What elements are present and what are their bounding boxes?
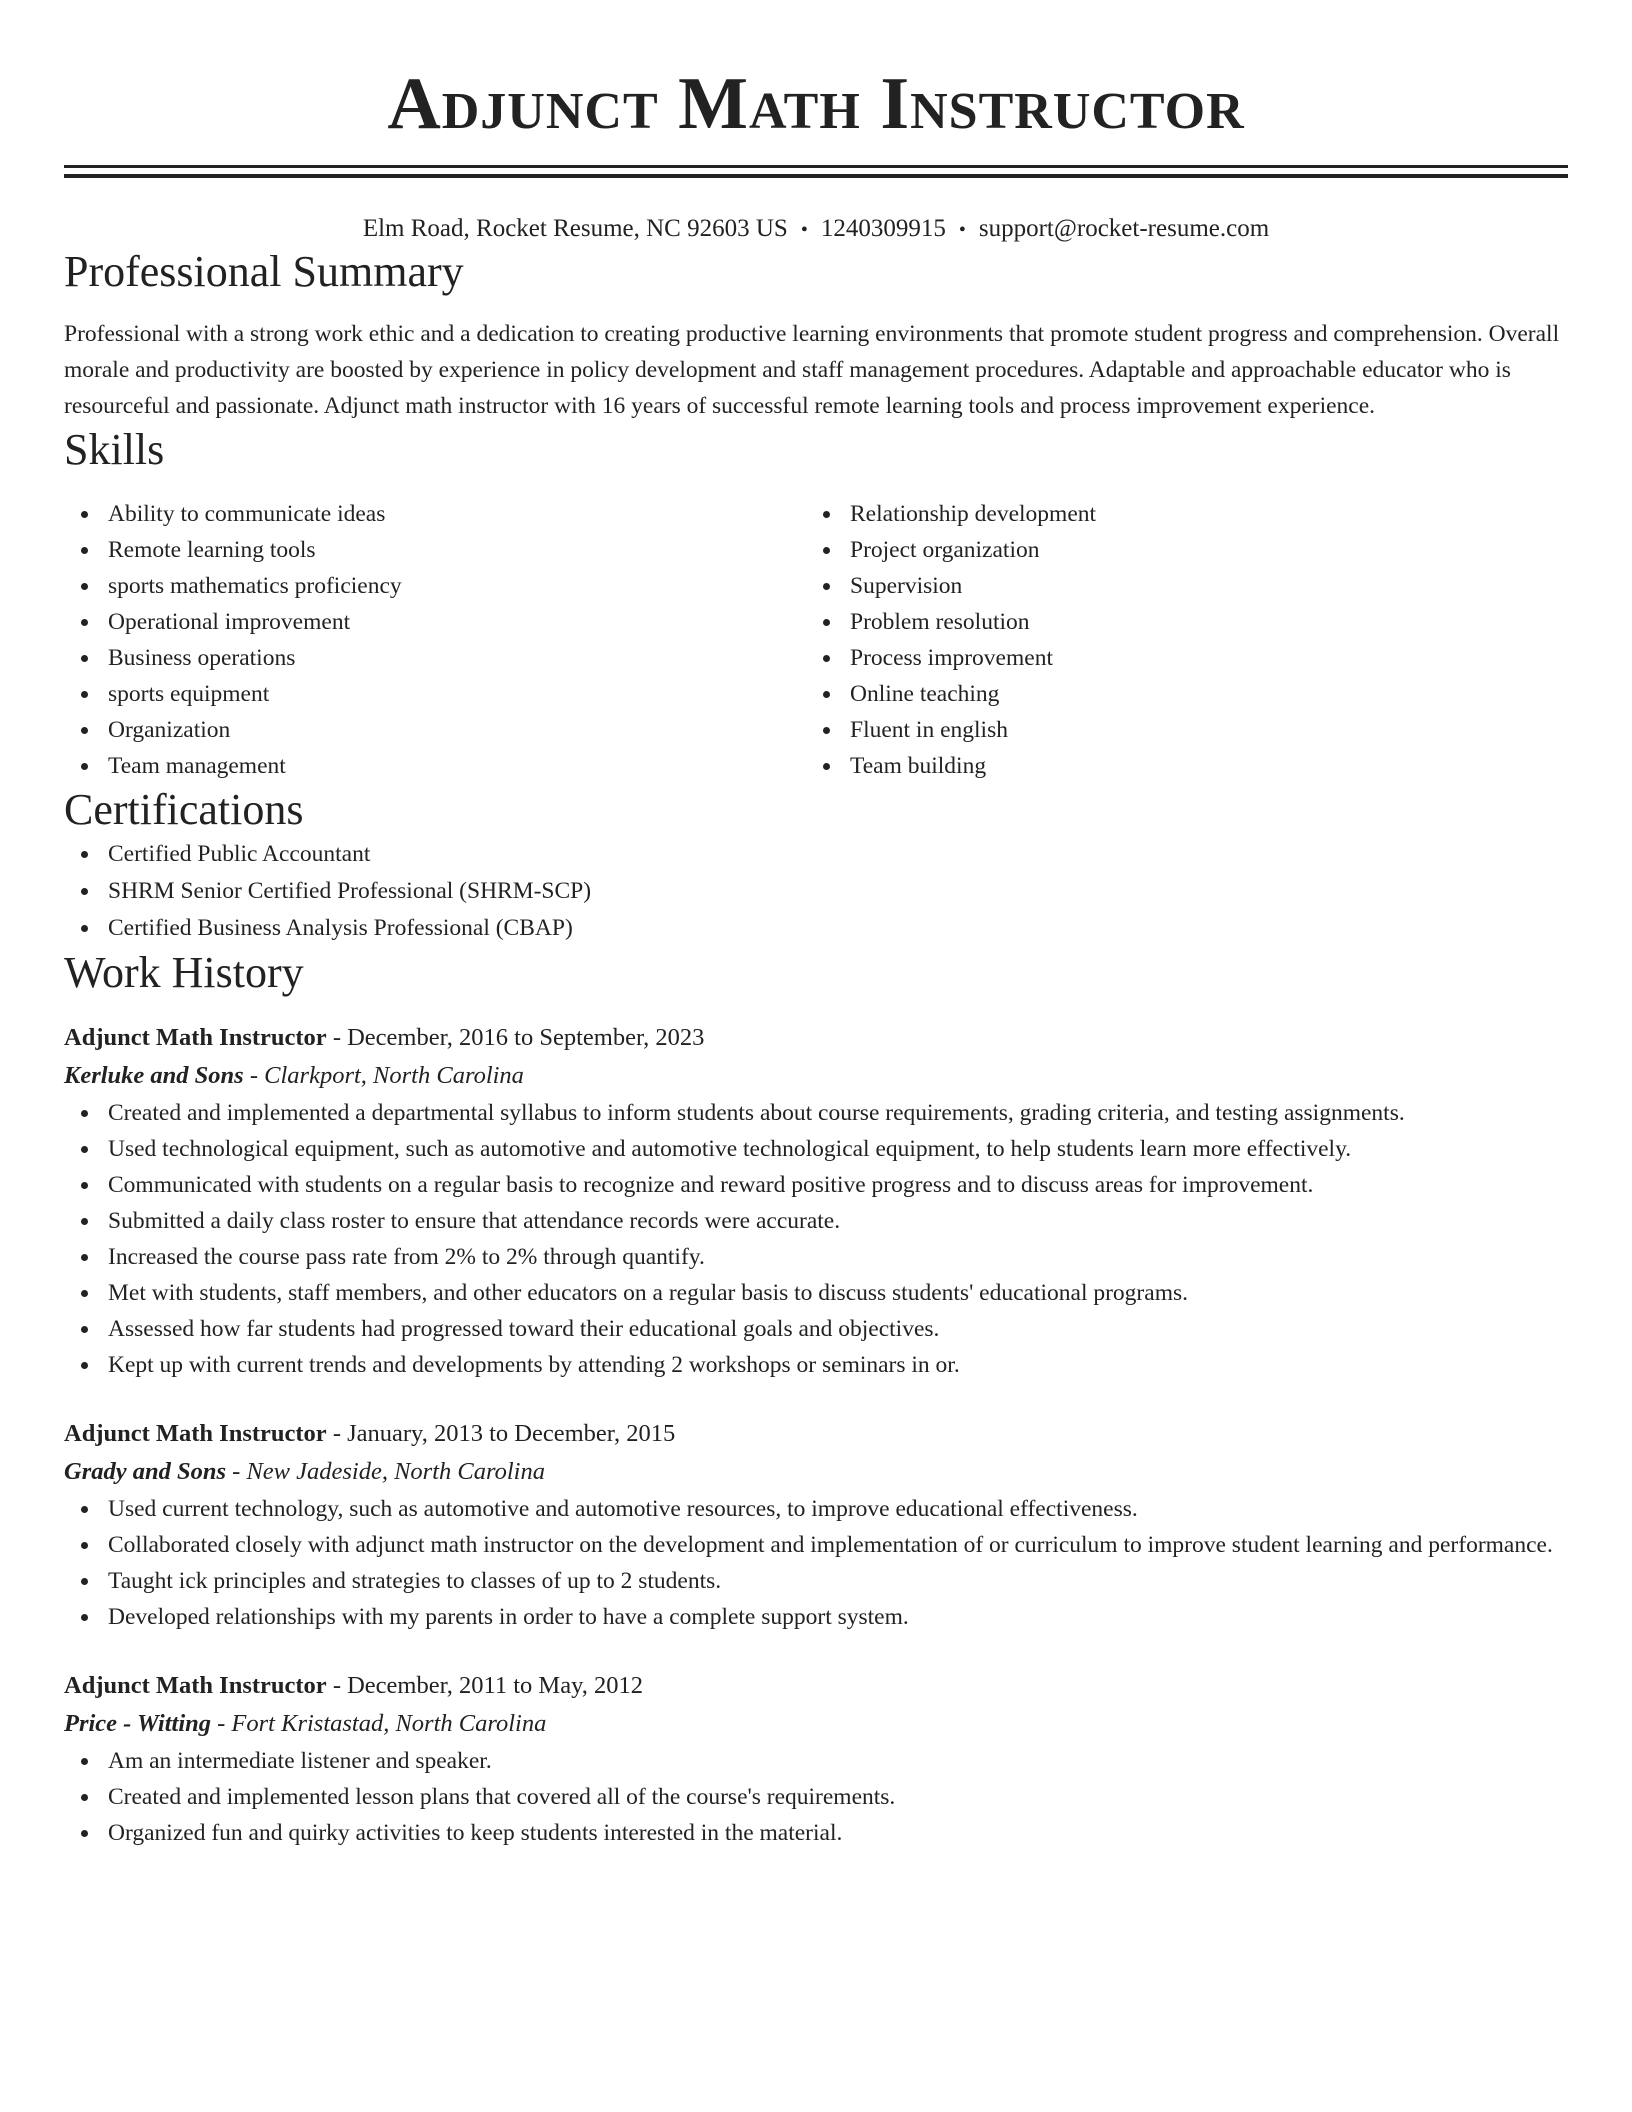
header-divider [64, 165, 1568, 178]
certifications-heading: Certifications [64, 785, 304, 834]
job-duty: Used current technology, such as automotive and automotive resources, to improve educational effectiveness. [64, 1491, 1568, 1527]
job-duty: Collaborated closely with adjunct math instructor on the development and implementation of or curriculum to improve student learning and performance. [64, 1527, 1568, 1563]
skill-item: Process improvement [806, 640, 1548, 676]
job-role: Adjunct Math Instructor [64, 1420, 327, 1447]
certification-item: SHRM Senior Certified Professional (SHRM-SCP) [64, 873, 1568, 910]
job-entry [64, 1415, 1568, 1635]
job-employer: Kerluke and Sons - Clarkport, North Carolina [64, 1062, 524, 1089]
certifications-list [64, 836, 1568, 947]
job-company: Kerluke and Sons [64, 1062, 244, 1089]
job-duty: Submitted a daily class roster to ensure that attendance records were accurate. [64, 1203, 1568, 1239]
skills-columns [64, 496, 1568, 784]
certification-item: Certified Business Analysis Professional (CBAP) [64, 910, 1568, 947]
skill-item: Business operations [64, 640, 806, 676]
job-duty: Created and implemented a departmental syllabus to inform students about course requirements, grading criteria, and testing assignments. [64, 1095, 1568, 1131]
job-header: Adjunct Math Instructor - January, 2013 to December, 2015 [64, 1420, 676, 1447]
job-header: Adjunct Math Instructor - December, 2011 to May, 2012 [64, 1672, 643, 1699]
job-duties-list [64, 1095, 1568, 1383]
skill-item: Project organization [806, 532, 1548, 568]
job-role: Adjunct Math Instructor [64, 1672, 327, 1699]
job-role: Adjunct Math Instructor [64, 1024, 327, 1051]
skills-right-list [806, 496, 1548, 784]
job-duty: Organized fun and quirky activities to keep students interested in the material. [64, 1815, 1568, 1851]
job-location: Fort Kristastad, North Carolina [231, 1710, 547, 1737]
candidate-name: Adjunct Math Instructor [387, 63, 1245, 145]
skill-item: Fluent in english [806, 712, 1548, 748]
job-dates: December, 2016 to September, 2023 [347, 1024, 705, 1051]
resume-page [64, 0, 1568, 1851]
job-company: Grady and Sons [64, 1458, 227, 1485]
job-entry [64, 1019, 1568, 1383]
job-duty: Communicated with students on a regular basis to recognize and reward positive progress and to discuss areas for improvement. [64, 1167, 1568, 1203]
job-location: New Jadeside, North Carolina [246, 1458, 545, 1485]
job-duties-list [64, 1743, 1568, 1851]
job-duty: Am an intermediate listener and speaker. [64, 1743, 1568, 1779]
job-duty: Kept up with current trends and developments by attending 2 workshops or seminars in or. [64, 1347, 1568, 1383]
job-dates: January, 2013 to December, 2015 [347, 1420, 676, 1447]
job-duty: Assessed how far students had progressed toward their educational goals and objectives. [64, 1311, 1568, 1347]
job-company: Price - Witting [64, 1710, 211, 1737]
job-duty: Met with students, staff members, and other educators on a regular basis to discuss students' educational programs. [64, 1275, 1568, 1311]
job-duty: Developed relationships with my parents in order to have a complete support system. [64, 1599, 1568, 1635]
skill-item: Relationship development [806, 496, 1548, 532]
skill-item: Supervision [806, 568, 1548, 604]
work-history-heading: Work History [64, 948, 304, 997]
skill-item: Team building [806, 748, 1548, 784]
job-employer: Price - Witting - Fort Kristastad, North Carolina [64, 1710, 547, 1737]
job-duties-list [64, 1491, 1568, 1635]
skill-item: Problem resolution [806, 604, 1548, 640]
job-employer: Grady and Sons - New Jadeside, North Carolina [64, 1458, 545, 1485]
skill-item: Ability to communicate ideas [64, 496, 806, 532]
skill-item: sports mathematics proficiency [64, 568, 806, 604]
contact-address: Elm Road, Rocket Resume, NC 92603 US [362, 215, 788, 242]
job-entry [64, 1667, 1568, 1851]
contact-separator: • [958, 219, 966, 241]
job-dates: December, 2011 to May, 2012 [347, 1672, 643, 1699]
job-duty: Increased the course pass rate from 2% to 2% through quantify. [64, 1239, 1568, 1275]
skills-heading: Skills [64, 425, 165, 474]
job-header: Adjunct Math Instructor - December, 2016 to September, 2023 [64, 1024, 705, 1051]
summary-text: Professional with a strong work ethic and a dedication to creating productive learning environments that promote student progress and comprehension. Overall morale and productivity are boosted by experience in policy development and staff management procedures. Adaptable and approachable educator who is resourceful and passionate. Adjunct math instructor with 16 years of successful remote learning tools and process improvement experience. [64, 321, 1560, 419]
skill-item: Online teaching [806, 676, 1548, 712]
skill-item: Team management [64, 748, 806, 784]
job-duty: Created and implemented lesson plans that covered all of the course's requirements. [64, 1779, 1568, 1815]
skill-item: sports equipment [64, 676, 806, 712]
skill-item: Organization [64, 712, 806, 748]
contact-separator: • [800, 219, 808, 241]
job-location: Clarkport, North Carolina [264, 1062, 524, 1089]
contact-email: support@rocket-resume.com [978, 215, 1270, 242]
contact-phone: 1240309915 [820, 215, 946, 242]
skills-left-list [64, 496, 806, 784]
skill-item: Remote learning tools [64, 532, 806, 568]
certification-item: Certified Public Accountant [64, 836, 1568, 873]
summary-heading: Professional Summary [64, 247, 464, 296]
contact-line [64, 213, 1568, 246]
skill-item: Operational improvement [64, 604, 806, 640]
job-duty: Taught ick principles and strategies to classes of up to 2 students. [64, 1563, 1568, 1599]
job-duty: Used technological equipment, such as automotive and automotive technological equipment, to help students learn more effectively. [64, 1131, 1568, 1167]
